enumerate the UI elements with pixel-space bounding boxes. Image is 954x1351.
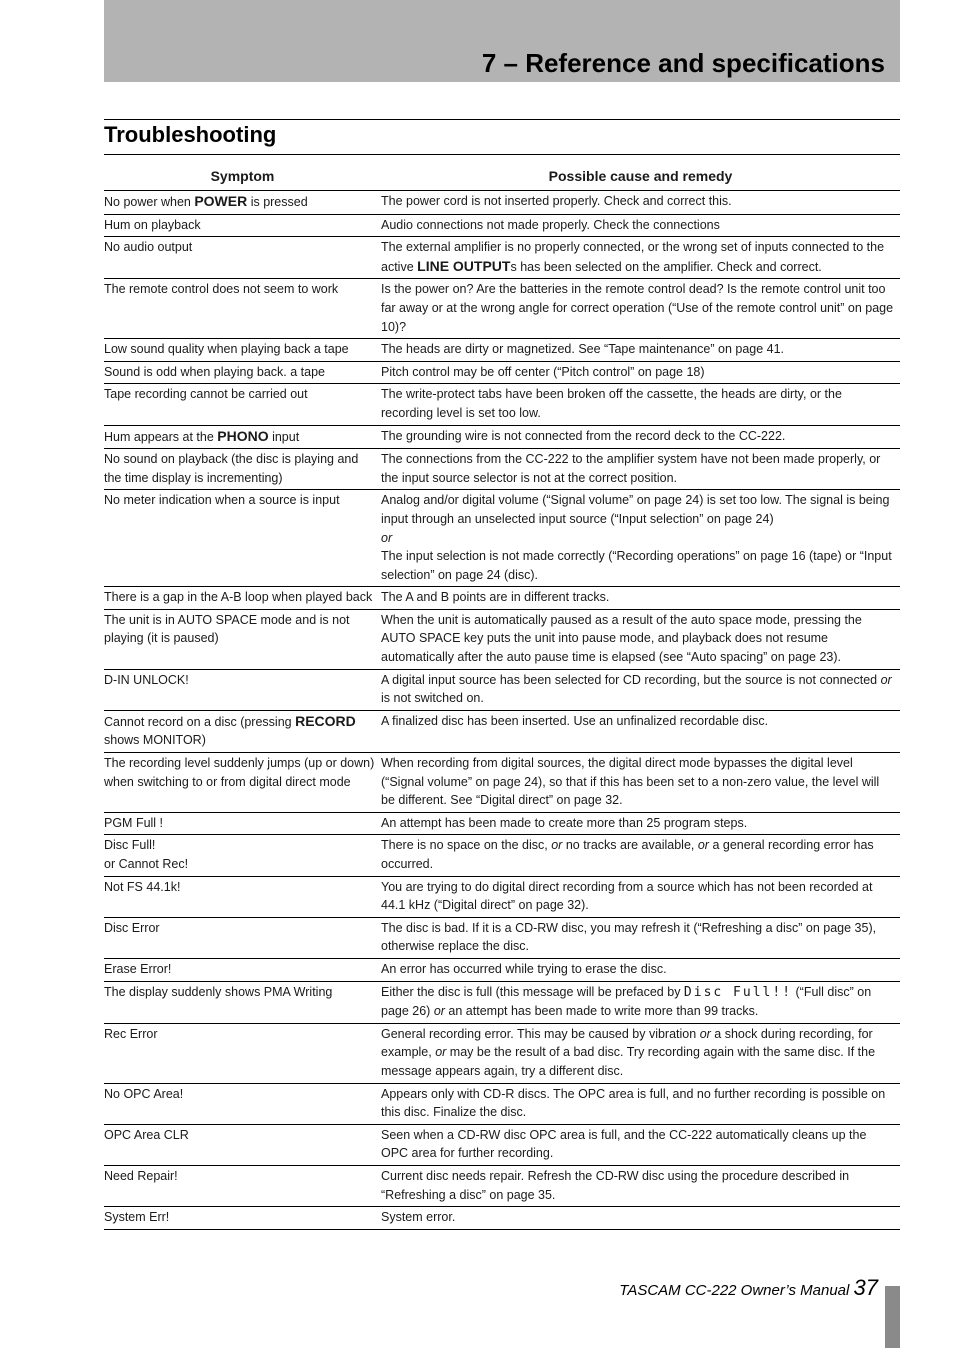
text-segment: Not FS 44.1k! [104,879,181,894]
text-segment: may be the result of a bad disc. Try recording again with the same disc. If the message appears again, try a different disc. [381,1045,876,1078]
text-segment: an attempt has been made to write more than 99 tracks. [444,1004,759,1019]
symptom-cell-line [104,427,377,447]
symptom-cell [104,710,381,752]
text-segment: When the unit is automatically paused as a result of the auto space mode, pressing the AUTO SPACE key puts the unit into pause mode, and playback does not resume automatically after the auto pause time is elapsed (see “Auto spacing” on page 23). [381,612,862,665]
symptom-cell-line [104,450,377,487]
table-row [104,1023,900,1083]
lcd-display-text: Disc Full!! [683,984,793,1000]
table-body [104,191,900,1230]
remedy-cell [381,361,900,384]
remedy-cell-line [381,836,896,873]
remedy-cell-line [381,754,896,810]
symptom-cell [104,876,381,917]
symptom-cell [104,339,381,362]
symptom-cell [104,1165,381,1206]
remedy-cell [381,425,900,449]
text-segment: Appears only with CD-R discs. The OPC area is full, and no further recording is possible on this disc. Finalize the disc. [381,1086,886,1120]
remedy-cell-line [381,216,896,235]
symptom-cell-line [104,1167,377,1186]
table-row [104,1207,900,1230]
text-segment: An attempt has been made to create more than 25 program steps. [381,815,748,830]
remedy-cell [381,609,900,669]
text-segment: The power cord is not inserted properly. Check and correct this. [381,194,732,208]
table-header-row [104,164,900,191]
symptom-cell [104,425,381,449]
remedy-cell-line [381,427,896,446]
text-segment: The grounding wire is not connected from the record deck to the CC-222. [381,428,786,443]
remedy-cell-line [381,1085,896,1122]
key-label: PHONO [217,427,269,444]
text-segment: No sound on playback (the disc is playing and the time display is incrementing) [104,452,359,485]
section-rule-top [104,119,900,120]
symptom-cell-line [104,385,377,404]
symptom-cell [104,981,381,1023]
table-row [104,587,900,610]
text-segment: Need Repair! [104,1168,178,1183]
symptom-cell-line [104,855,377,874]
text-segment: No OPC Area! [104,1086,184,1101]
text-segment: OPC Area CLR [104,1127,189,1142]
text-segment: Hum appears at the [104,429,218,444]
remedy-cell-line [381,529,896,548]
remedy-cell [381,669,900,710]
remedy-cell-line [381,1208,896,1227]
symptom-cell-line [104,1126,377,1145]
text-segment: The disc is bad. If it is a CD-RW disc, you may refresh it (“Refreshing a disc” on page 35), otherwise replace the disc. [381,920,877,954]
symptom-cell [104,917,381,958]
remedy-cell-line [381,960,896,979]
text-segment: Seen when a CD-RW disc OPC area is full, and the CC-222 automatically cleans up the OPC area for further recording. [381,1127,867,1161]
symptom-cell-line [104,1085,377,1104]
remedy-cell [381,587,900,610]
table-row [104,1165,900,1206]
remedy-cell-line [381,450,896,487]
text-segment: Current disc needs repair. Refresh the CD-RW disc using the procedure described in “Refreshing a disc” on page 35. [381,1168,850,1202]
text-segment: Pitch control may be off center (“Pitch control” on page 18) [381,364,705,379]
text-segment: You are trying to do digital direct recording from a source which has not been recorded at 44.1 kHz (“Digital direct” on page 32). [381,879,873,913]
text-segment: No audio output [104,240,193,255]
text-segment: shows MONITOR) [104,733,206,748]
symptom-cell-line [104,588,377,607]
table-row [104,1124,900,1165]
remedy-cell [381,710,900,752]
text-segment: s has been selected on the amplifier. Check and correct. [510,259,822,274]
remedy-cell-line [381,1167,896,1204]
symptom-cell-line [104,712,377,750]
remedy-cell [381,214,900,237]
remedy-cell-line [381,491,896,528]
page-footer [619,1275,878,1301]
table-row [104,279,900,339]
text-segment: No meter indication when a source is input [104,493,340,508]
text-segment: The A and B points are in different tracks. [381,590,610,605]
symptom-cell-line [104,960,377,979]
symptom-cell-line [104,878,377,897]
manual-name: TASCAM CC-222 Owner’s Manual [619,1282,850,1299]
symptom-cell [104,1083,381,1124]
text-segment: is pressed [247,195,308,209]
page-edge-tab [885,1286,900,1348]
text-segment: or [697,838,709,853]
symptom-cell [104,361,381,384]
symptom-cell [104,490,381,587]
symptom-cell-line [104,836,377,855]
troubleshooting-table [104,164,900,1230]
text-segment: or [699,1026,711,1041]
symptom-cell-line [104,340,377,359]
text-segment: (“Full disc” on page 26) [381,984,872,1019]
column-header-remedy: Possible cause and remedy [381,164,900,191]
text-segment: a shock during recording, for example, [381,1026,873,1060]
table-row [104,753,900,813]
symptom-cell-line [104,919,377,938]
text-segment: is not switched on. [381,691,484,706]
remedy-cell-line [381,671,896,708]
remedy-cell-line [381,1126,896,1163]
text-segment: When recording from digital sources, the digital direct mode bypasses the digital level (“Signal volume” on page 24), so that if this has been set to a non-zero value, the level will be different. See “Digital direct” on page 32. [381,756,880,808]
text-segment: A digital input source has been selected for CD recording, but the source is not connected [381,672,881,687]
table-row [104,609,900,669]
symptom-cell [104,237,381,279]
symptom-cell-line [104,814,377,833]
table-row [104,1083,900,1124]
chapter-header-bar [104,0,900,82]
table-row [104,835,900,876]
text-segment: The heads are dirty or magnetized. See “Tape maintenance” on page 41. [381,342,785,357]
symptom-cell-line [104,363,377,382]
text-segment: There is a gap in the A-B loop when played back [104,590,373,605]
text-segment: Rec Error [104,1026,158,1041]
remedy-cell [381,753,900,813]
text-segment: An error has occurred while trying to erase the disc. [381,961,667,976]
text-segment: or [880,672,892,687]
text-segment: Audio connections not made properly. Check the connections [381,217,720,232]
remedy-cell-line [381,611,896,667]
table-row [104,191,900,215]
symptom-cell-line [104,611,377,648]
symptom-cell [104,669,381,710]
text-segment: Cannot record on a disc (pressing [104,714,296,729]
remedy-cell-line [381,878,896,915]
text-segment: no tracks are available, [562,838,698,853]
text-segment: There is no space on the disc, [381,838,552,853]
symptom-cell [104,449,381,490]
chapter-title: 7 – Reference and specifications [481,48,885,78]
text-segment: a general recording error has occurred. [381,838,874,871]
remedy-cell-line [381,238,896,276]
remedy-cell [381,191,900,215]
remedy-cell [381,237,900,279]
text-segment: Erase Error! [104,961,172,976]
table-row [104,917,900,958]
remedy-cell [381,1083,900,1124]
text-segment: or [381,530,393,545]
symptom-cell-line [104,192,377,212]
section-rule-bottom [104,154,900,155]
table-row [104,237,900,279]
symptom-cell [104,609,381,669]
text-segment: The write-protect tabs have been broken off the cassette, the heads are dirty, or the recording level is set too low. [381,387,842,420]
text-segment: The connections from the CC-222 to the amplifier system have not been made properly, or the input source selector is not at the correct position. [381,452,881,485]
remedy-cell [381,981,900,1023]
symptom-cell [104,958,381,981]
table-row [104,214,900,237]
symptom-cell [104,753,381,813]
remedy-cell-line [381,814,896,833]
remedy-cell [381,1124,900,1165]
table-row [104,958,900,981]
text-segment: or [551,838,563,853]
text-segment: The remote control does not seem to work [104,282,339,297]
table-row [104,710,900,752]
key-label: RECORD [295,712,356,729]
text-segment: The input selection is not made correctly (“Recording operations” on page 16 (tape) or “Input selection” on page 24 (disc). [381,549,892,582]
page-number: 37 [853,1275,878,1300]
text-segment: System Err! [104,1210,170,1225]
table-row [104,669,900,710]
remedy-cell-line [381,588,896,607]
remedy-cell-line [381,280,896,336]
symptom-cell [104,587,381,610]
symptom-cell-line [104,491,377,510]
remedy-cell-line [381,192,896,211]
table-row [104,361,900,384]
text-segment: Analog and/or digital volume (“Signal volume” on page 24) is set too low. The signal is being input through an unselected input source (“Input selection” on page 24) [381,493,890,526]
table-row [104,425,900,449]
remedy-cell [381,490,900,587]
symptom-cell [104,835,381,876]
remedy-cell [381,812,900,835]
text-segment: Either the disc is full (this message will be prefaced by [381,984,684,999]
troubleshooting-table-container [104,164,900,1230]
text-segment: The unit is in AUTO SPACE mode and is not playing (it is paused) [104,612,350,646]
text-segment: A finalized disc has been inserted. Use an unfinalized recordable disc. [381,713,769,728]
text-segment: or Cannot Rec! [104,857,189,871]
text-segment: Low sound quality when playing back a tape [104,342,349,357]
text-segment: Tape recording cannot be carried out [104,387,308,402]
symptom-cell-line [104,1025,377,1044]
text-segment: Sound is odd when playing back. a tape [104,364,325,379]
remedy-cell [381,1023,900,1083]
text-segment: The external amplifier is no properly connected, or the wrong set of inputs connected to the active [381,240,885,274]
remedy-cell [381,917,900,958]
symptom-cell-line [104,216,377,235]
table-row [104,812,900,835]
remedy-cell [381,384,900,425]
text-segment: Disc Error [104,920,160,935]
text-segment: Disc Full! [104,838,156,853]
remedy-cell [381,1165,900,1206]
section-title: Troubleshooting [104,122,277,147]
symptom-cell [104,279,381,339]
text-segment: The recording level suddenly jumps (up or down) when switching to or from digital direct mode [104,756,375,789]
symptom-cell [104,1124,381,1165]
text-segment: Is the power on? Are the batteries in the remote control dead? Is the remote control unit too far away or at the wrong angle for correct operation (“Use of the remote control unit” on page 10)? [381,282,894,334]
symptom-cell [104,1207,381,1230]
text-segment: General recording error. This may be caused by vibration [381,1026,700,1041]
text-segment: PGM Full ! [104,815,164,830]
text-segment: input [268,429,300,444]
table-row [104,876,900,917]
table-row [104,384,900,425]
text-segment: Hum on playback [104,217,201,232]
remedy-cell-line [381,919,896,956]
symptom-cell-line [104,1208,377,1227]
remedy-cell-line [381,385,896,422]
remedy-cell [381,876,900,917]
key-label: LINE OUTPUT [417,257,511,274]
remedy-cell-line [381,1025,896,1081]
table-row [104,339,900,362]
remedy-cell-line [381,547,896,584]
remedy-cell [381,449,900,490]
text-segment: No power when [104,195,195,209]
text-segment: System error. [381,1210,456,1225]
remedy-cell-line [381,363,896,382]
symptom-cell [104,214,381,237]
symptom-cell [104,812,381,835]
remedy-cell [381,279,900,339]
key-label: POWER [194,193,248,209]
table-row [104,449,900,490]
text-segment: D-IN UNLOCK! [104,672,189,687]
remedy-cell-line [381,712,896,731]
symptom-cell-line [104,238,377,257]
symptom-cell-line [104,280,377,299]
text-segment: or [433,1004,445,1019]
text-segment: The display suddenly shows PMA Writing [104,984,333,999]
symptom-cell [104,384,381,425]
remedy-cell [381,958,900,981]
table-row [104,490,900,587]
remedy-cell-line [381,983,896,1021]
symptom-cell-line [104,754,377,791]
remedy-cell-line [381,340,896,359]
symptom-cell-line [104,671,377,690]
remedy-cell [381,339,900,362]
text-segment: or [435,1045,447,1060]
symptom-cell [104,191,381,215]
symptom-cell [104,1023,381,1083]
column-header-symptom: Symptom [104,164,381,191]
table-row [104,981,900,1023]
remedy-cell [381,1207,900,1230]
remedy-cell [381,835,900,876]
symptom-cell-line [104,983,377,1002]
